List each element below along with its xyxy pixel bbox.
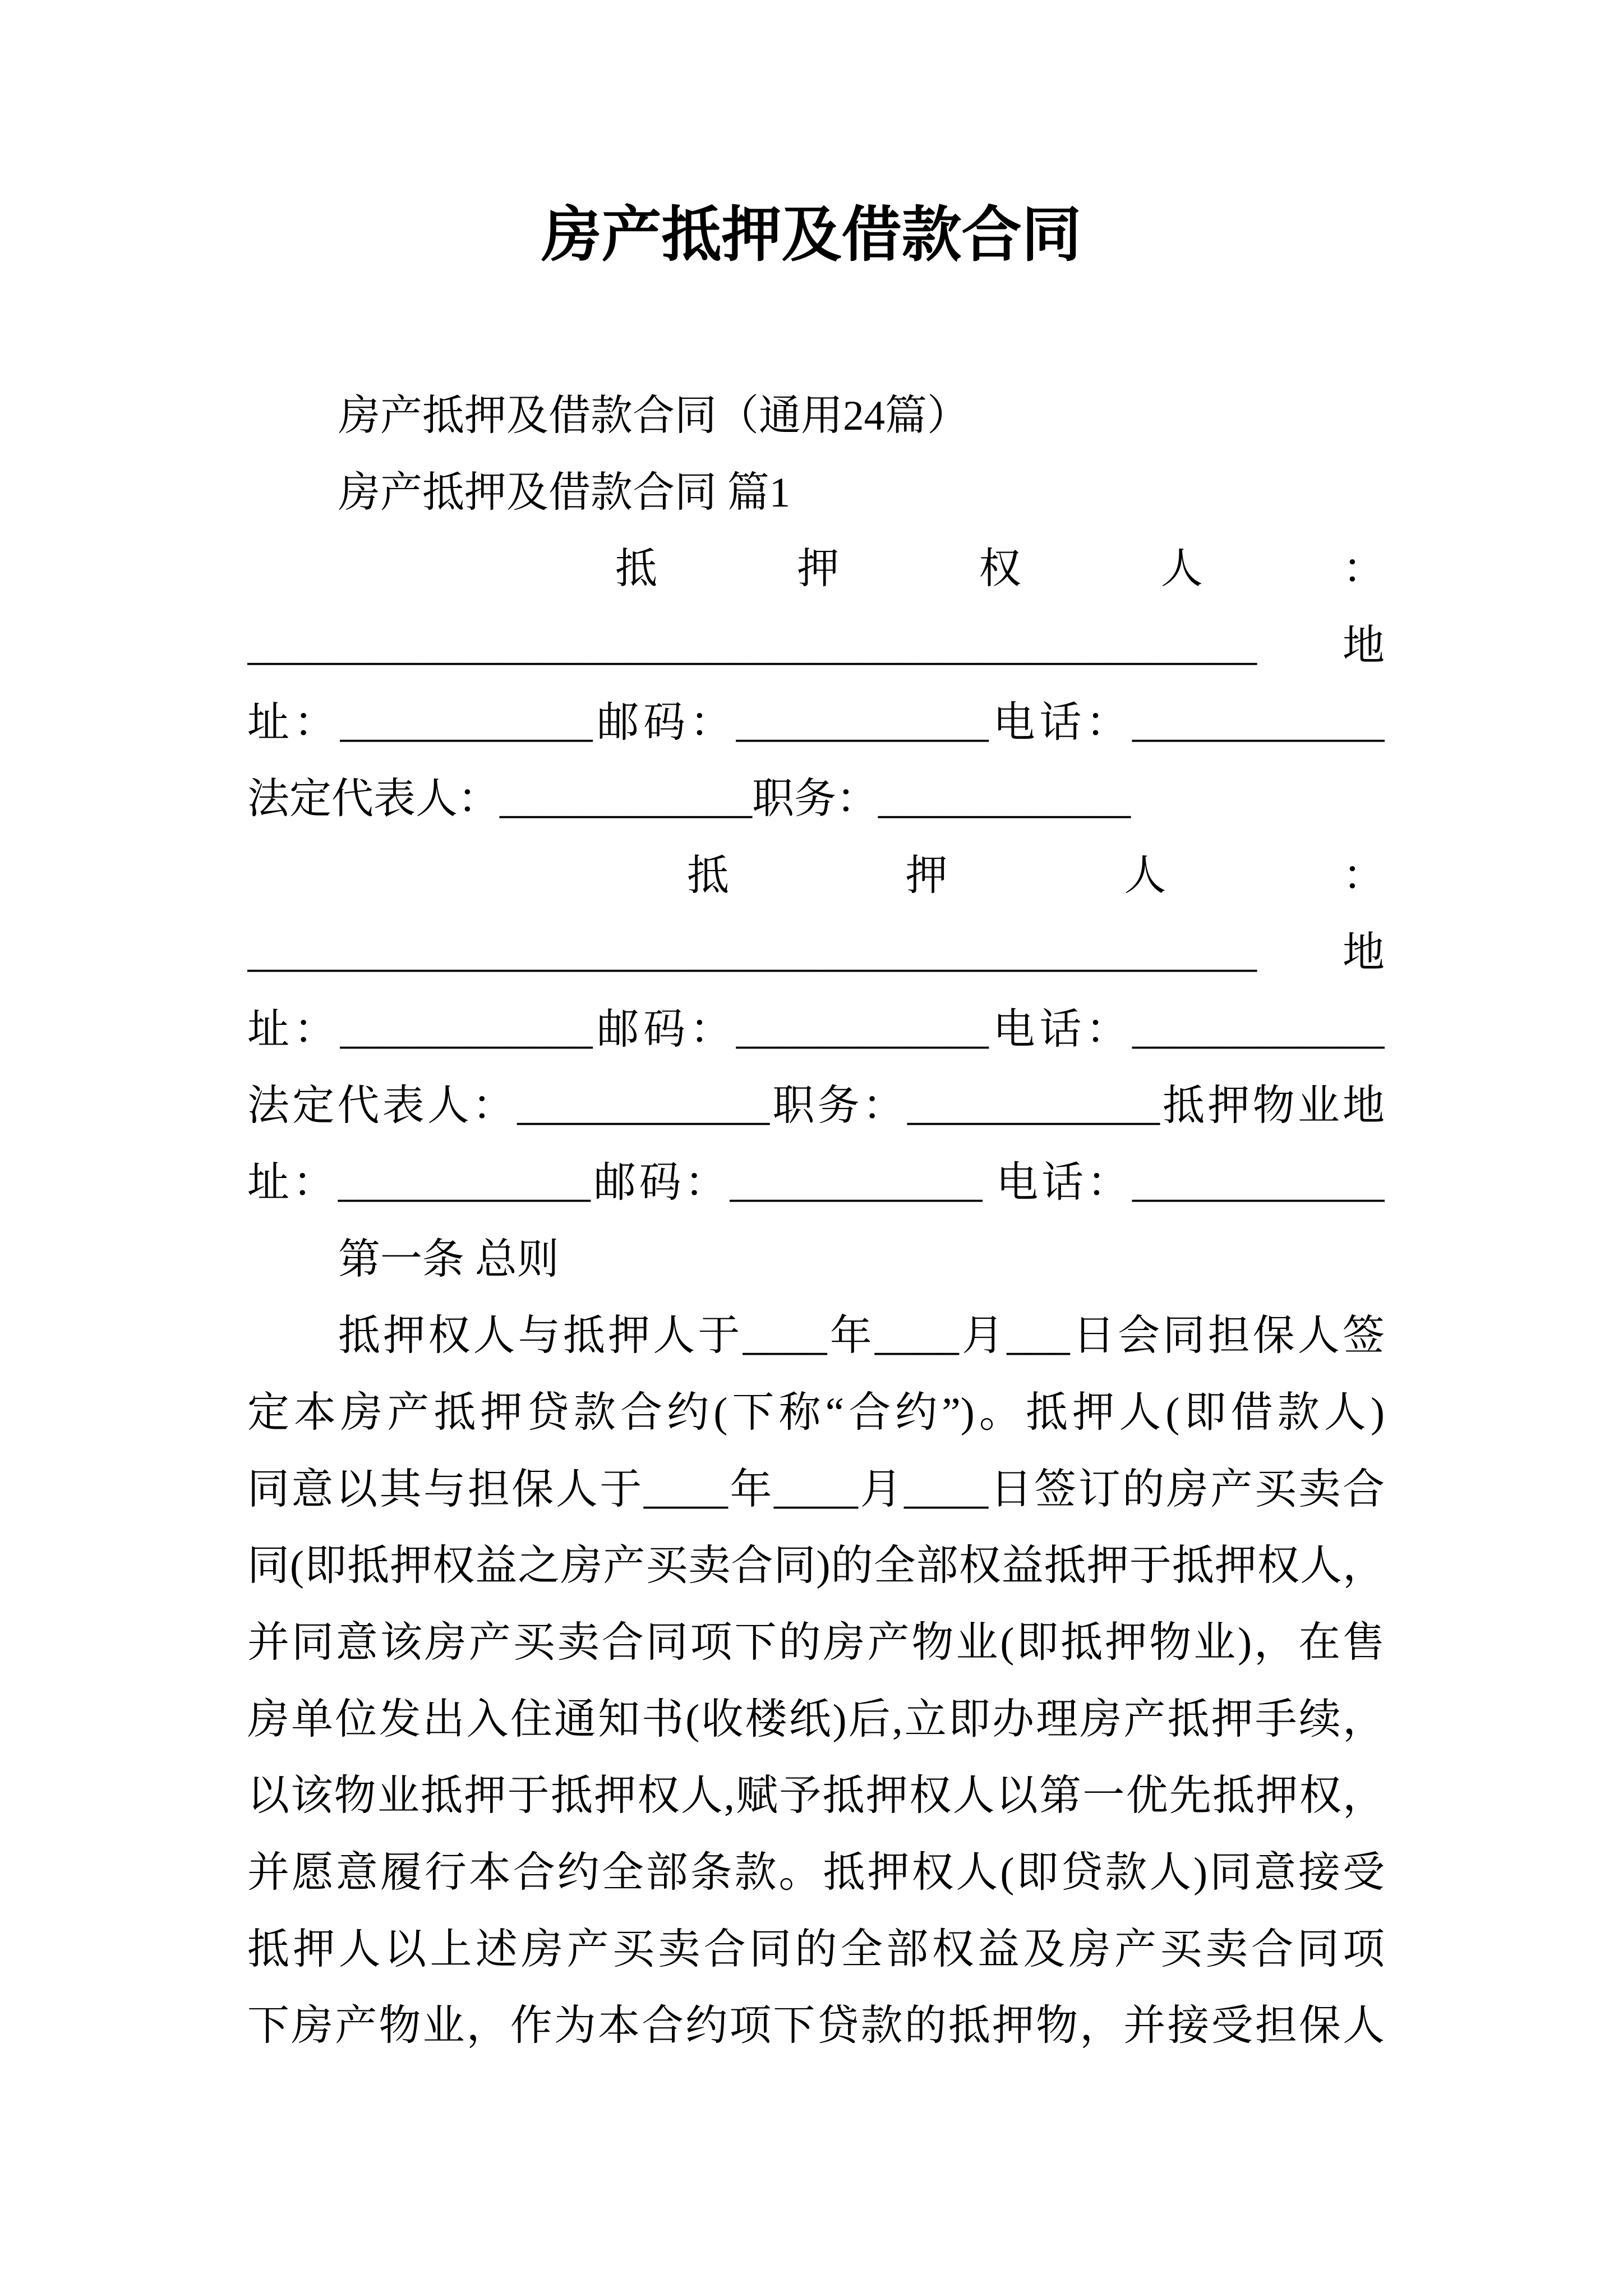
property-postcode-blank: ____________ bbox=[730, 1159, 983, 1206]
mortgagor-address-blank: ____________ bbox=[340, 1006, 593, 1053]
mortgagor-legal-rep-blank: ____________ bbox=[517, 1083, 770, 1130]
clause-line: 并同意该房产买卖合同项下的房产物业(即抵押物业)，在售 bbox=[247, 1619, 1385, 1666]
clause-line: 房单位发出入住通知书(收楼纸)后,立即办理房产抵押手续， bbox=[247, 1696, 1385, 1743]
mortgagee-address-label-end: 址： bbox=[247, 699, 340, 746]
mortgagee-position-blank: ____________ bbox=[878, 776, 1131, 823]
clause-line: 下房产物业，作为本合约项下贷款的抵押物，并接受担保人 bbox=[247, 2003, 1385, 2050]
mortgagee-phone-blank: ____________ bbox=[1132, 699, 1385, 746]
mortgagor-legal-rep-label: 法定代表人： bbox=[247, 1083, 518, 1130]
mortgagor-representative-line bbox=[247, 1068, 1385, 1145]
mortgagor-phone-blank: ____________ bbox=[1132, 1006, 1385, 1053]
clause-line: 同意以其与担保人于____年____月____日签订的房产买卖合 bbox=[247, 1466, 1385, 1513]
property-phone-label: 电话： bbox=[982, 1159, 1132, 1206]
mortgagor-name-blank: ________________________________________________ bbox=[247, 929, 1257, 976]
mortgagee-label: 抵押权人： bbox=[615, 546, 1385, 593]
article-title: 房产抵押及借款合同 篇1 bbox=[338, 469, 791, 516]
mortgagee-postcode-blank: ____________ bbox=[736, 699, 989, 746]
mortgagor-label: 抵押人： bbox=[687, 853, 1385, 900]
mortgagee-representative-line bbox=[247, 761, 1385, 838]
property-address-label-start: 抵押物业地 bbox=[1159, 1083, 1385, 1130]
clause-line: 并愿意履行本合约全部条款。抵押权人(即贷款人)同意接受 bbox=[247, 1849, 1385, 1897]
mortgagee-legal-rep-blank: ____________ bbox=[500, 776, 753, 823]
mortgagee-address-label-start: 地 bbox=[1342, 623, 1385, 670]
property-phone-blank: ____________ bbox=[1132, 1159, 1385, 1206]
clause-line: 同(即抵押权益之房产买卖合同)的全部权益抵押于抵押权人， bbox=[247, 1543, 1385, 1590]
mortgagee-legal-rep-label: 法定代表人： bbox=[247, 776, 500, 823]
mortgagee-position-label: 职务： bbox=[752, 776, 879, 823]
collection-title: 房产抵押及借款合同（通用24篇） bbox=[338, 393, 970, 439]
document-body bbox=[247, 378, 1385, 2065]
mortgagor-position-blank: ____________ bbox=[907, 1083, 1160, 1130]
clause-heading: 第一条 总则 bbox=[338, 1236, 559, 1283]
property-address-label-end: 址： bbox=[247, 1159, 338, 1206]
clause-line: 抵押权人与抵押人于____年____月___日会同担保人签 bbox=[338, 1313, 1385, 1360]
mortgagor-address-label-start: 地 bbox=[1342, 929, 1385, 976]
property-address-blank: ____________ bbox=[338, 1159, 591, 1206]
mortgagor-contact-line bbox=[247, 992, 1385, 1069]
mortgagee-address-blank: ____________ bbox=[340, 699, 593, 746]
mortgagor-postcode-label: 邮码： bbox=[592, 1006, 736, 1053]
property-contact-line bbox=[247, 1145, 1385, 1222]
mortgagee-name-line bbox=[247, 608, 1385, 685]
mortgagee-name-blank: ________________________________________________ bbox=[247, 623, 1257, 670]
mortgagor-position-label: 职务： bbox=[769, 1083, 907, 1130]
clause-line: 定本房产抵押贷款合约(下称“合约”)。抵押人(即借款人) bbox=[247, 1389, 1385, 1436]
mortgagee-phone-label: 电话： bbox=[988, 699, 1132, 746]
mortgagor-postcode-blank: ____________ bbox=[736, 1006, 989, 1053]
mortgagor-phone-label: 电话： bbox=[988, 1006, 1132, 1053]
mortgagor-name-line bbox=[247, 915, 1385, 992]
mortgagee-postcode-label: 邮码： bbox=[592, 699, 736, 746]
clause-line: 以该物业抵押于抵押权人,赋予抵押权人以第一优先抵押权， bbox=[247, 1773, 1385, 1820]
mortgagor-address-label-end: 址： bbox=[247, 1006, 340, 1053]
clause-line: 抵押人以上述房产买卖合同的全部权益及房产买卖合同项 bbox=[247, 1926, 1385, 1973]
document-title: 房产抵押及借款合同 bbox=[541, 203, 1082, 269]
mortgagee-contact-line bbox=[247, 685, 1385, 762]
property-postcode-label: 邮码： bbox=[590, 1159, 730, 1206]
